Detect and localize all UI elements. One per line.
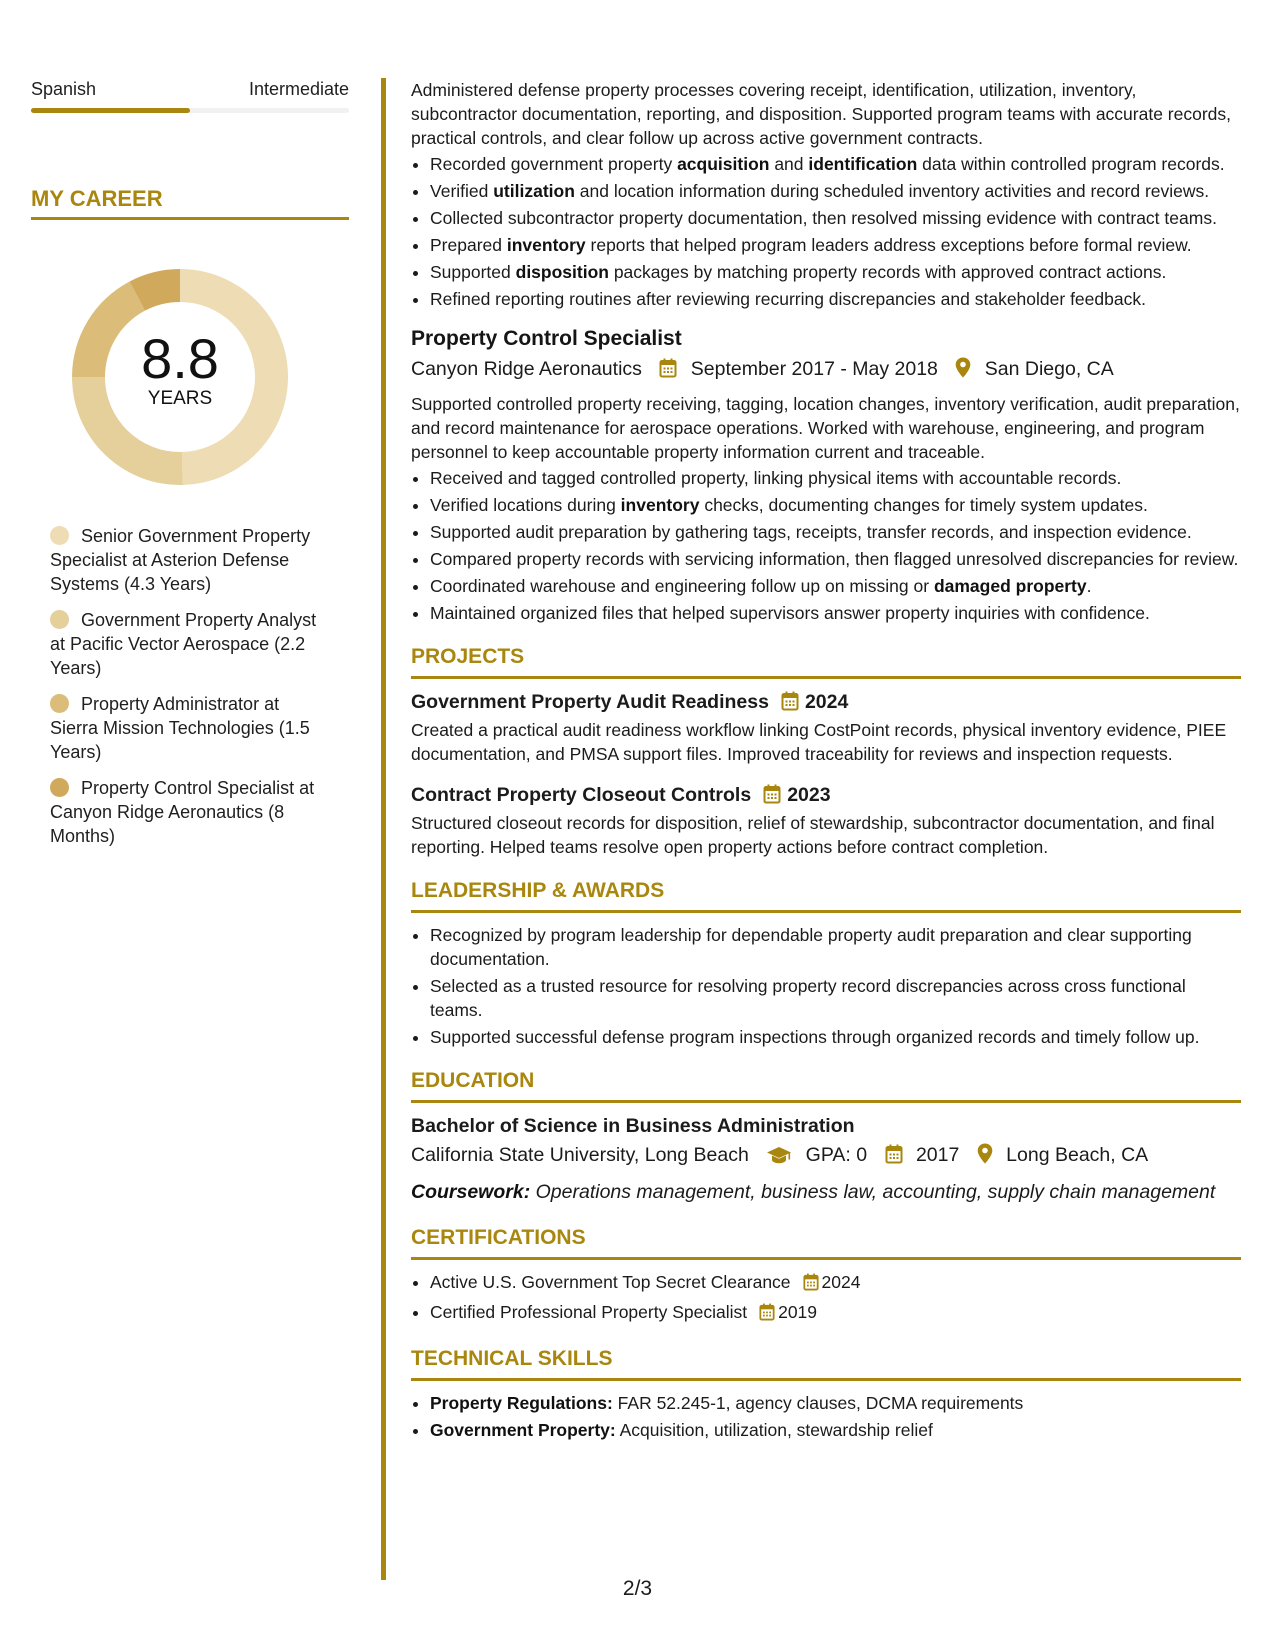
calendar-icon <box>763 784 781 811</box>
job-company: Canyon Ridge Aeronautics <box>411 358 642 380</box>
project-year: 2023 <box>787 784 831 806</box>
legend-label: Property Administrator at Sierra Mission Technologies (1.5 Years) <box>50 694 310 762</box>
bullet: • Verified utilization and location information during scheduled inventory activities and record reviews. <box>430 179 1241 203</box>
certification-item: • Certified Professional Property Specialist 2019 <box>430 1300 1241 1327</box>
prev-job-summary: Administered defense property processes covering receipt, identification, utilization, inventory, subcontractor documentation, reporting, and disposition. Supported program teams with accurate records, practical controls, and clear follow up across active government contracts. <box>411 80 1232 148</box>
leadership-list <box>411 923 1241 1049</box>
coursework-label: Coursework: <box>411 1181 531 1203</box>
section-rule <box>411 910 1241 913</box>
leadership-heading: LEADERSHIP & AWARDS <box>411 879 665 902</box>
career-total <box>65 327 295 410</box>
bullet: • Maintained organized files that helped supervisors answer property inquiries with confidence. <box>430 601 1241 625</box>
coursework-text: Operations management, business law, accounting, supply chain management <box>530 1181 1216 1203</box>
bullet: • Supported disposition packages by matching property records with approved contract actions. <box>430 260 1241 284</box>
skill-item <box>430 1418 1241 1442</box>
job-meta <box>411 355 1241 386</box>
career-donut-chart <box>65 262 295 492</box>
skill-value: Acquisition, utilization, stewardship relief <box>615 1420 933 1440</box>
section-rule <box>411 1257 1241 1260</box>
legend-dot <box>50 610 69 629</box>
education-gpa: GPA: 0 <box>805 1144 868 1166</box>
bullet: • Supported successful defense program inspections through organized records and timely follow up. <box>430 1025 1241 1049</box>
career-total-value: 8.8 <box>141 327 219 390</box>
legend-dot <box>50 694 69 713</box>
project-title: Contract Property Closeout Controls 2023 <box>411 782 1241 811</box>
certification-item: • Active U.S. Government Top Secret Clearance 2024 <box>430 1270 1241 1297</box>
calendar-icon <box>659 358 677 386</box>
map-pin-icon <box>955 357 971 386</box>
career-legend-item <box>50 692 330 764</box>
job-location: San Diego, CA <box>984 358 1114 380</box>
legend-label: Senior Government Property Specialist at Asterion Defense Systems (4.3 Years) <box>50 526 311 594</box>
career-legend-item <box>50 608 330 680</box>
project-description: Structured closeout records for disposition, relief of stewardship, subcontractor documentation, and final reporting. Helped teams resolve open property actions before contract completion. <box>411 813 1215 857</box>
career-total-unit: YEARS <box>147 388 213 409</box>
prev-job-bullets <box>411 152 1241 311</box>
bullet: • Coordinated warehouse and engineering follow up on missing or damaged property. <box>430 574 1241 598</box>
legend-dot <box>50 778 69 797</box>
certification-year: 2024 <box>821 1272 861 1292</box>
projects-heading: PROJECTS <box>411 645 525 668</box>
language-proficiency-fill <box>31 108 190 113</box>
bullet: • Compared property records with servicing information, then flagged unresolved discrepancies for review. <box>430 547 1241 571</box>
bullet: • Received and tagged controlled property, linking physical items with accountable records. <box>430 466 1241 490</box>
calendar-icon <box>885 1144 903 1172</box>
graduation-cap-icon <box>766 1144 792 1172</box>
project-year: 2024 <box>804 691 849 713</box>
skill-value: FAR 52.245-1, agency clauses, DCMA requirements <box>612 1393 1024 1413</box>
education-coursework <box>411 1178 1241 1206</box>
certifications-heading: CERTIFICATIONS <box>411 1226 586 1249</box>
education-location: Long Beach, CA <box>1006 1144 1149 1166</box>
legend-dot <box>50 526 69 545</box>
career-legend-item <box>50 776 330 848</box>
education-year: 2017 <box>915 1144 960 1166</box>
legend-label: Government Property Analyst at Pacific Vector Aerospace (2.2 Years) <box>50 610 317 678</box>
bullet: • Recognized by program leadership for dependable property audit preparation and clear supporting documentation. <box>430 923 1241 971</box>
section-rule <box>411 676 1241 679</box>
bullet: • Prepared inventory reports that helped program leaders address exceptions before formal review. <box>430 233 1241 257</box>
skill-item <box>430 1391 1241 1415</box>
certifications-list <box>411 1270 1241 1327</box>
map-pin-icon <box>977 1143 993 1172</box>
bullet: • Verified locations during inventory checks, documenting changes for timely system updates. <box>430 493 1241 517</box>
section-rule <box>411 1378 1241 1381</box>
skills-heading: TECHNICAL SKILLS <box>411 1347 613 1370</box>
language-row <box>31 78 349 100</box>
skill-label: Property Regulations: <box>430 1393 613 1413</box>
career-heading-rule <box>31 217 349 220</box>
page-number: 2/3 <box>622 1577 653 1600</box>
column-divider <box>381 78 386 1580</box>
education-degree: Bachelor of Science in Business Administration <box>411 1115 855 1137</box>
job-dates: September 2017 - May 2018 <box>690 358 938 380</box>
language-level: Intermediate <box>248 79 349 99</box>
job-title: Property Control Specialist <box>411 327 682 350</box>
calendar-icon <box>759 1303 775 1327</box>
bullet: • Refined reporting routines after reviewing recurring discrepancies and stakeholder feedback. <box>430 287 1241 311</box>
education-heading: EDUCATION <box>411 1069 535 1092</box>
calendar-icon <box>781 691 799 718</box>
section-rule <box>411 1100 1241 1103</box>
education-school: California State University, Long Beach <box>411 1144 749 1166</box>
career-legend-item <box>50 524 330 596</box>
language-name: Spanish <box>31 79 97 99</box>
sidebar <box>31 78 349 860</box>
skills-list <box>411 1391 1241 1442</box>
career-legend <box>50 524 330 848</box>
bullet: • Recorded government property acquisition and identification data within controlled program records. <box>430 152 1241 176</box>
education-meta <box>411 1141 1241 1172</box>
language-proficiency-bar <box>31 108 349 113</box>
calendar-icon <box>803 1273 819 1297</box>
bullet: • Selected as a trusted resource for resolving property record discrepancies across cross functional teams. <box>430 974 1241 1022</box>
bullet: • Collected subcontractor property documentation, then resolved missing evidence with contract teams. <box>430 206 1241 230</box>
main-content <box>411 78 1241 1445</box>
project-title: Government Property Audit Readiness 2024 <box>411 689 1241 718</box>
job-bullets <box>411 466 1241 625</box>
legend-label: Property Control Specialist at Canyon Ridge Aeronautics (8 Months) <box>50 778 315 846</box>
bullet: • Supported audit preparation by gathering tags, receipts, transfer records, and inspection evidence. <box>430 520 1241 544</box>
job-summary: Supported controlled property receiving, tagging, location changes, inventory verification, audit preparation, and record maintenance for aerospace operations. Worked with warehouse, engineering, and program personnel to keep accountable property information current and traceable. <box>411 394 1240 462</box>
certification-year: 2019 <box>778 1302 818 1322</box>
project-description: Created a practical audit readiness workflow linking CostPoint records, physical inventory evidence, PIEE documentation, and PMSA support files. Improved traceability for reviews and inspection requests. <box>411 720 1227 764</box>
skill-label: Government Property: <box>430 1420 616 1440</box>
career-heading: MY CAREER <box>31 186 163 211</box>
